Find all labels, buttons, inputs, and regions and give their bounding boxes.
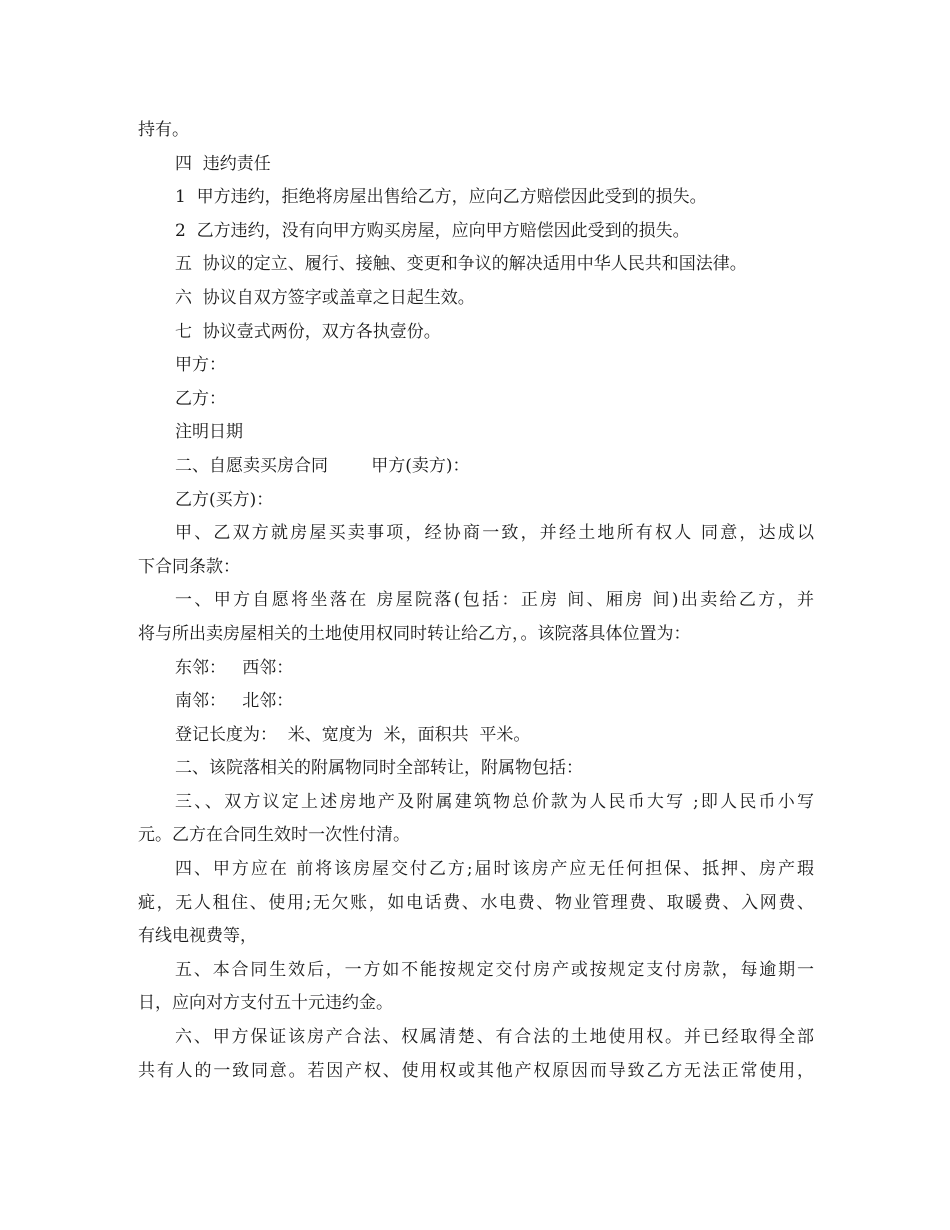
text-line: 二、该院落相关的附属物同时全部转让，附属物包括： (175, 758, 583, 779)
party-b-label: 乙方： (175, 388, 226, 409)
party-a-label: 甲方： (175, 355, 226, 376)
contract-title: 二、自愿卖买房合同 甲方(卖方)： (175, 455, 470, 476)
text-line: 2 乙方违约，没有向甲方购买房屋，应向甲方赔偿因此受到的损失。 (175, 220, 690, 241)
text-line: 三、、双方议定上述房地产及附属建筑物总价款为人民币大写 ;即人民币小写 (175, 791, 814, 812)
text-line: 持有。 (138, 120, 189, 140)
text-line: 共有人的一致同意。若因产权、使用权或其他产权原因而导致乙方无法正常使用， (138, 1060, 814, 1081)
section-heading: 四 违约责任 (175, 153, 271, 174)
text-line: 1 甲方违约，拒绝将房屋出售给乙方，应向乙方赔偿因此受到的损失。 (175, 187, 707, 208)
text-line: 五 协议的定立、履行、接触、变更和争议的解决适用中华人民共和国法律。 (175, 254, 747, 275)
text-line: 疵，无人租住、使用;无欠账，如电话费、水电费、物业管理费、取暖费、入网费、 (138, 892, 814, 913)
document-body (138, 114, 814, 1088)
text-line: 七 协议壹式两份，双方各执壹份。 (175, 321, 441, 342)
text-line: 登记长度为： 米、宽度为 米，面积共 平米。 (175, 724, 531, 745)
text-line: 有线电视费等， (138, 926, 257, 947)
text-line: 下合同条款： (138, 556, 240, 577)
text-line: 日，应向对方支付五十元违约金。 (138, 993, 393, 1014)
text-line: 一、甲方自愿将坐落在 房屋院落(包括：正房 间、厢房 间)出卖给乙方，并 (175, 590, 814, 611)
text-line: 五、本合同生效后，一方如不能按规定交付房产或按规定支付房款，每逾期一 (175, 959, 814, 980)
text-line: 六、甲方保证该房产合法、权属清楚、有合法的土地使用权。并已经取得全部 (175, 1027, 814, 1048)
date-label: 注明日期 (175, 422, 243, 443)
text-line: 东邻： 西邻： (175, 657, 294, 678)
text-line: 元。乙方在合同生效时一次性付清。 (138, 825, 410, 846)
text-line: 四、甲方应在 前将该房屋交付乙方;届时该房产应无任何担保、抵押、房产瑕 (175, 859, 814, 880)
text-line: 南邻： 北邻： (175, 691, 294, 712)
buyer-label: 乙方(买方)： (175, 489, 274, 510)
text-line: 甲、乙双方就房屋买卖事项，经协商一致，并经土地所有权人 同意，达成以 (175, 523, 814, 544)
text-line: 六 协议自双方签字或盖章之日起生效。 (175, 287, 475, 308)
text-line: 将与所出卖房屋相关的土地使用权同时转让给乙方，。该院落具体位置为： (138, 623, 691, 644)
